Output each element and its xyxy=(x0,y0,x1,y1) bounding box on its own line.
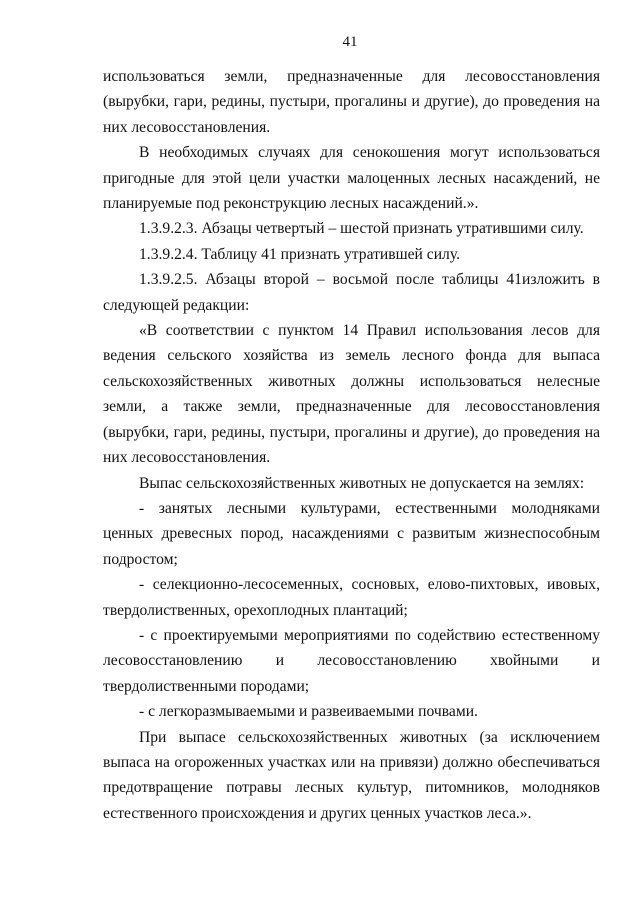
paragraph: 1.3.9.2.5. Абзацы второй – восьмой после таблицы 41изложить в следующей редакции: xyxy=(103,271,600,314)
paragraph: использоваться земли, предназначенные для лесовосстановления (вырубки, гари, редины, пустыри, прогалины и другие), до проведения на них лесовосстановления. xyxy=(103,68,600,136)
paragraph: 1.3.9.2.3. Абзацы четвертый – шестой признать утратившими силу. xyxy=(139,220,584,238)
paragraph: Выпас сельскохозяйственных животных не допускается на землях: xyxy=(139,474,585,492)
paragraph: При выпасе сельскохозяйственных животных (за исключением выпаса на огороженных участках или на привязи) должно обеспечиваться предотвращение потравы лесных культур, питомников, молодняков естественного происхождения и других ценных участков леса.». xyxy=(103,728,600,822)
paragraph: В необходимых случаях для сенокошения могут использоваться пригодные для этой цели участки малоценных лесных насаждений, не планируемые под реконструкцию лесных насаждений.». xyxy=(103,144,600,213)
document-body xyxy=(103,64,600,826)
paragraph: «В соответствии с пунктом 14 Правил использования лесов для ведения сельского хозяйства из земель лесного фонда для выпаса сельскохозяйственных животных должны использоваться нелесные земли, а также земли, предназначенные для лесовосстановления (вырубки, гари, редины, пустыри, прогалины и другие), до проведения на них лесовосстановления. xyxy=(103,322,600,467)
paragraph: 1.3.9.2.4. Таблицу 41 признать утратившей силу. xyxy=(139,245,460,263)
page-number: 41 xyxy=(342,34,358,50)
list-item: - с легкоразмываемыми и развеиваемыми почвами. xyxy=(139,703,478,721)
list-item: - с проектируемыми мероприятиями по содействию естественному лесовосстановлению и лесовосстановлению хвойными и твердолиственными породами; xyxy=(103,626,600,695)
list-item: - занятых лесными культурами, естественными молодняками ценных древесных пород, насаждениями с развитым жизнеспособным подростом; xyxy=(103,499,600,568)
list-item: - селекционно-лесосеменных, сосновых, елово-пихтовых, ивовых, твердолиственных, орехоплодных плантаций; xyxy=(103,576,600,619)
